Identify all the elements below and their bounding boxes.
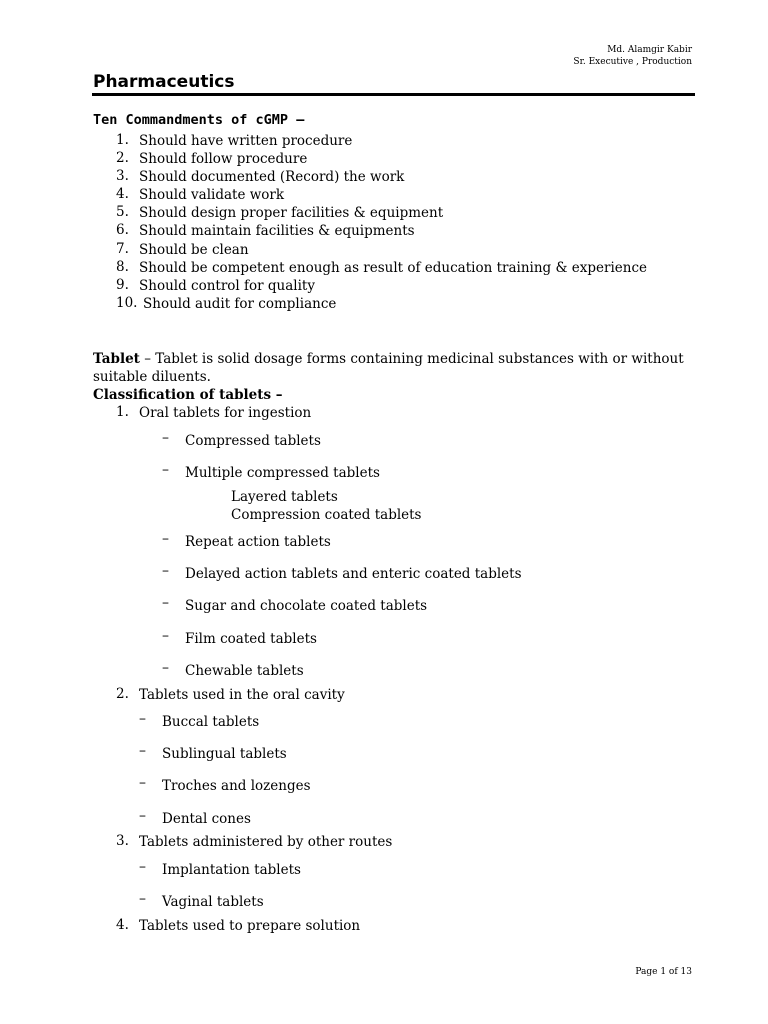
dash-bullet: – <box>139 743 146 759</box>
dash-bullet: – <box>162 531 169 547</box>
author-name: Md. Alamgir Kabir <box>607 45 692 55</box>
list-item: Buccal tablets <box>162 714 260 730</box>
dash-bullet: – <box>162 595 169 611</box>
list-item: Delayed action tablets and enteric coated tablets <box>185 566 522 582</box>
list-item: Repeat action tablets <box>185 534 331 550</box>
list-item: Film coated tablets <box>185 631 317 647</box>
list-item: Dental cones <box>162 811 251 827</box>
tablet-definition-line1: – Tablet is solid dosage forms containing medicinal substances with or without <box>139 351 684 367</box>
document-title: Pharmaceutics <box>93 72 235 92</box>
dash-bullet: – <box>162 430 169 446</box>
list-item: Vaginal tablets <box>162 894 264 910</box>
list-item: Troches and lozenges <box>162 778 311 794</box>
dash-bullet: – <box>139 775 146 791</box>
group-title: Tablets used to prepare solution <box>139 918 361 934</box>
list-item: Chewable tablets <box>185 663 304 679</box>
group-number: 1. <box>116 404 129 420</box>
group-number: 4. <box>116 917 129 933</box>
tablet-definition <box>93 350 684 368</box>
author-role: Sr. Executive , Production <box>573 57 692 67</box>
title-rule <box>92 93 695 96</box>
dash-bullet: – <box>162 462 169 478</box>
list-item: Compressed tablets <box>185 433 321 449</box>
tablet-term: Tablet <box>93 351 140 367</box>
cgmp-heading: Ten Commandments of cGMP – <box>93 112 305 128</box>
dash-bullet: – <box>139 711 146 727</box>
dash-bullet: – <box>162 563 169 579</box>
dash-bullet: – <box>139 859 146 875</box>
group-title: Oral tablets for ingestion <box>139 405 312 421</box>
group-title: Tablets used in the oral cavity <box>139 687 345 703</box>
group-title: Tablets administered by other routes <box>139 834 393 850</box>
group-number: 2. <box>116 686 129 702</box>
list-item: Sugar and chocolate coated tablets <box>185 598 428 614</box>
list-item: Implantation tablets <box>162 862 301 878</box>
dash-bullet: – <box>162 628 169 644</box>
page-number: Page 1 of 13 <box>635 967 692 977</box>
group-number: 3. <box>116 833 129 849</box>
nested-item: Compression coated tablets <box>231 507 422 523</box>
dash-bullet: – <box>162 660 169 676</box>
list-item: Sublingual tablets <box>162 746 287 762</box>
nested-item: Layered tablets <box>231 489 338 505</box>
classification-heading: Classification of tablets – <box>93 387 283 403</box>
dash-bullet: – <box>139 891 146 907</box>
dash-bullet: – <box>139 808 146 824</box>
tablet-definition-line2: suitable diluents. <box>93 369 211 385</box>
list-item: Multiple compressed tablets <box>185 465 380 481</box>
